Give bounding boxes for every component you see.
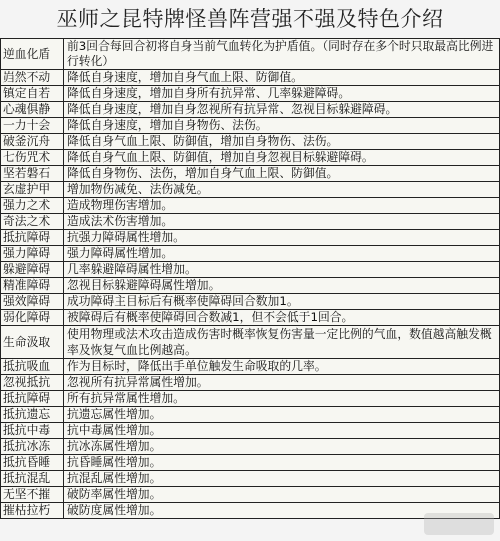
skill-name-cell: 强力障碍: [1, 246, 64, 262]
table-row: [1, 423, 500, 439]
skill-name-cell: 精准障碍: [1, 278, 64, 294]
skill-effect-cell: 降低自身气血上限、防御值，增加自身物伤、法伤。: [64, 134, 500, 150]
skill-effect-cell: 忽视目标躲避障碍属性增加。: [64, 278, 500, 294]
skill-effect-cell: 破防率属性增加。: [64, 487, 500, 503]
table-row: [1, 294, 500, 310]
table-row: [1, 182, 500, 198]
skill-name-cell: 弱化障碍: [1, 310, 64, 326]
skill-name-cell: 生命汲取: [1, 326, 64, 359]
table-row: [1, 230, 500, 246]
table-row: [1, 118, 500, 134]
table-row: [1, 262, 500, 278]
skill-name-cell: 抵抗障碍: [1, 230, 64, 246]
skill-name-cell: 无坚不摧: [1, 487, 64, 503]
skill-name-cell: 镇定自若: [1, 86, 64, 102]
table-row: [1, 198, 500, 214]
table-row: [1, 150, 500, 166]
table-row: [1, 375, 500, 391]
table-row: [1, 214, 500, 230]
skill-effect-cell: 所有抗异常属性增加。: [64, 391, 500, 407]
skills-table: [0, 38, 500, 519]
skill-effect-cell: 抗中毒属性增加。: [64, 423, 500, 439]
skill-name-cell: 躲避障碍: [1, 262, 64, 278]
skill-name-cell: 抵抗混乱: [1, 471, 64, 487]
skill-name-cell: 七伤咒术: [1, 150, 64, 166]
skills-table-body: [1, 39, 500, 519]
skill-effect-cell: 降低自身速度，增加自身物伤、法伤。: [64, 118, 500, 134]
skill-effect-cell: 成功障碍主目标后有概率使障碍回合数加1。: [64, 294, 500, 310]
skill-effect-cell: 降低自身物伤、法伤，增加自身气血上限、防御值。: [64, 166, 500, 182]
skill-name-cell: 抵抗昏睡: [1, 455, 64, 471]
table-row: [1, 391, 500, 407]
table-row: [1, 310, 500, 326]
table-row: [1, 246, 500, 262]
skill-name-cell: 强效障碍: [1, 294, 64, 310]
skill-effect-cell: 几率躲避障碍属性增加。: [64, 262, 500, 278]
skill-name-cell: 岿然不动: [1, 70, 64, 86]
skill-name-cell: 玄虚护甲: [1, 182, 64, 198]
skill-effect-cell: 抗遗忘属性增加。: [64, 407, 500, 423]
skill-effect-cell: 造成法术伤害增加。: [64, 214, 500, 230]
table-row: [1, 471, 500, 487]
table-row: [1, 455, 500, 471]
table-row: [1, 278, 500, 294]
skill-effect-cell: 使用物理或法术攻击造成伤害时概率恢复伤害量一定比例的气血，数值越高触发概率及恢复气血比例越高。: [64, 326, 500, 359]
table-row: [1, 487, 500, 503]
table-row: [1, 102, 500, 118]
skill-effect-cell: 抗强力障碍属性增加。: [64, 230, 500, 246]
skill-effect-cell: 前3回合每回合初将自身当前气血转化为护盾值。（同时存在多个时只取最高比例进行转化）: [64, 39, 500, 70]
skill-effect-cell: 降低自身气血上限、防御值，增加自身忽视目标躲避障碍。: [64, 150, 500, 166]
table-row: [1, 359, 500, 375]
table-row: [1, 86, 500, 102]
skill-effect-cell: 抗冰冻属性增加。: [64, 439, 500, 455]
table-row: [1, 439, 500, 455]
skill-effect-cell: 降低自身速度，增加自身气血上限、防御值。: [64, 70, 500, 86]
skill-name-cell: 抵抗吸血: [1, 359, 64, 375]
page-title: 巫师之昆特牌怪兽阵营强不强及特色介绍: [56, 7, 444, 31]
table-row: [1, 134, 500, 150]
skill-name-cell: 心魂俱静: [1, 102, 64, 118]
skill-name-cell: 抵抗中毒: [1, 423, 64, 439]
table-row: [1, 70, 500, 86]
skill-effect-cell: 破防度属性增加。: [64, 503, 500, 519]
skill-effect-cell: 降低自身速度，增加自身所有抗异常、几率躲避障碍。: [64, 86, 500, 102]
table-row: [1, 407, 500, 423]
table-row: [1, 39, 500, 70]
skill-effect-cell: 抗混乱属性增加。: [64, 471, 500, 487]
skill-name-cell: 奇法之术: [1, 214, 64, 230]
skill-name-cell: 抵抗冰冻: [1, 439, 64, 455]
skill-effect-cell: 作为目标时，降低出手单位触发生命吸取的几率。: [64, 359, 500, 375]
skill-name-cell: 逆血化盾: [1, 39, 64, 70]
skill-effect-cell: 强力障碍属性增加。: [64, 246, 500, 262]
skill-name-cell: 坚若磐石: [1, 166, 64, 182]
skill-effect-cell: 被障碍后有概率使障碍回合数减1，但不会低于1回合。: [64, 310, 500, 326]
skill-name-cell: 抵抗障碍: [1, 391, 64, 407]
skill-name-cell: 强力之术: [1, 198, 64, 214]
skill-name-cell: 忽视抵抗: [1, 375, 64, 391]
skill-effect-cell: 抗昏睡属性增加。: [64, 455, 500, 471]
table-row: [1, 166, 500, 182]
skill-name-cell: 抵抗遗忘: [1, 407, 64, 423]
skill-effect-cell: 降低自身速度，增加自身忽视所有抗异常、忽视目标躲避障碍。: [64, 102, 500, 118]
skill-name-cell: 一力十会: [1, 118, 64, 134]
skill-effect-cell: 增加物伤减免、法伤减免。: [64, 182, 500, 198]
watermark-logo: [424, 513, 494, 535]
table-row: [1, 326, 500, 359]
skill-name-cell: 破釜沉舟: [1, 134, 64, 150]
skill-effect-cell: 造成物理伤害增加。: [64, 198, 500, 214]
skill-name-cell: 摧枯拉朽: [1, 503, 64, 519]
skill-effect-cell: 忽视所有抗异常属性增加。: [64, 375, 500, 391]
